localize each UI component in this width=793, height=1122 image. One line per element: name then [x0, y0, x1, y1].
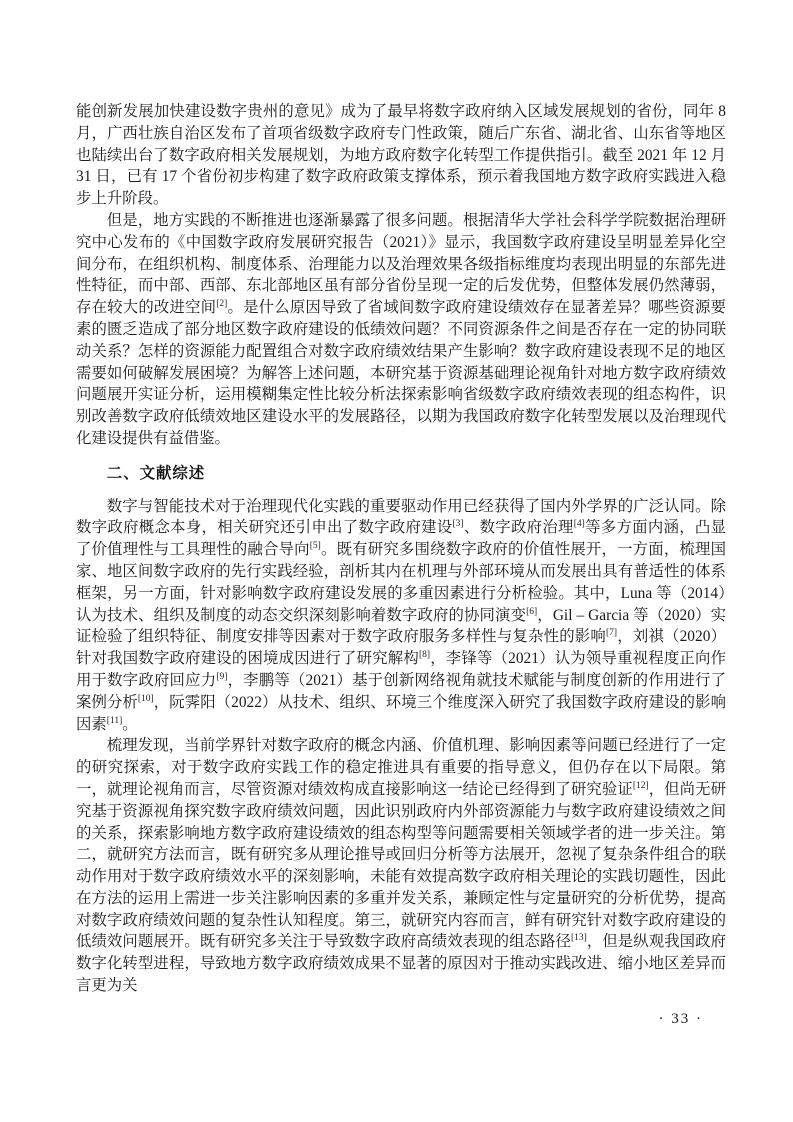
- citation-ref: [10]: [137, 693, 154, 704]
- citation-ref: [8]: [418, 650, 431, 661]
- citation-ref: [4]: [573, 519, 585, 530]
- citation-ref: [5]: [309, 541, 321, 552]
- citation-ref: [6]: [526, 606, 538, 617]
- paragraph: 数字与智能技术对于治理现代化实践的重要驱动作用已经获得了国内外学界的广泛认同。除数字政府概念本身，相关研究还引申出了数字政府建设[3]、数字政府治理[4]等多方面内涵，凸显了价值理性与工具理性的融合导向[5]。既有研究多围绕数字政府的价值性展开，一方面，梳理国家、地区间数字政府的先行实践经验，剖析其内在机理与外部环境从而发展出具有普适性的体系框架，另一方面，针对影响数字政府建设发展的多重因素进行分析检验。其中，Luna 等（2014）认为技术、组织及制度的动态交织深刻影响着数字政府的协同演变[6]，Gil – Garcia 等（2020）实证检验了组织特征、制度安排等因素对于数字政府服务多样性与复杂性的影响[7]，刘祺（2020）针对我国数字政府建设的困境成因进行了研究解构[8]，李锋等（2021）认为领导重视程度正向作用于数字政府回应力[9]，李鹏等（2021）基于创新网络视角就技术赋能与制度创新的作用进行了案例分析[10]，阮霁阳（2022）从技术、组织、环境三个维度深入研究了我国数字政府建设的影响因素[11]。: [76, 497, 726, 733]
- citation-ref: [3]: [452, 519, 464, 530]
- paragraph: 能创新发展加快建设数字贵州的意见》成为了最早将数字政府纳入区域发展规划的省份，同年 8 月，广西壮族自治区发布了首项省级数字政府专门性政策，随后广东省、湖北省、山东省等地区也陆续出台了数字政府相关发展规划，为地方政府数字化转型工作提供指引。截至 2021 年 12 月 31 日，已有 17 个省份初步构建了数字政府政策支撑体系，预示着我国地方数字政府实践进入稳步上升阶段。: [76, 103, 726, 208]
- article-body: [76, 101, 726, 997]
- page-number: · 33 ·: [658, 1011, 703, 1027]
- citation-ref: [12]: [632, 780, 649, 791]
- paragraph: 但是，地方实践的不断推进也逐渐暴露了很多问题。根据清华大学社会科学学院数据治理研究中心发布的《中国数字政府发展研究报告（2021）》显示，我国数字政府建设呈明显差异化空间分布，在组织机构、制度体系、治理能力以及治理效果各级指标维度均表现出明显的东部先进性特征，而中部、西部、东北部地区虽有部分省份呈现一定的后发优势，但整体发展仍然薄弱，存在较大的改进空间[2]。是什么原因导致了省域间数字政府建设绩效存在显著差异？哪些资源要素的匮乏造成了部分地区数字政府建设的低绩效问题？不同资源条件之间是否存在一定的协同联动关系？怎样的资源能力配置组合对数字政府绩效结果产生影响？数字政府建设表现不足的地区需要如何破解发展困境？为解答上述问题，本研究基于资源基础理论视角针对地方数字政府绩效问题展开实证分析，运用模糊集定性比较分析法探索影响省级数字政府绩效表现的组态构件，识别改善数字政府低绩效地区建设水平的发展路径，以期为我国政府数字化转型发展以及治理现代化建设提供有益借鉴。: [76, 211, 726, 447]
- citation-ref: [7]: [605, 628, 618, 639]
- citation-ref: [13]: [570, 933, 587, 944]
- section-heading: 二、文献综述: [106, 464, 206, 482]
- citation-ref: [2]: [216, 299, 228, 310]
- paragraph: 梳理发现，当前学界针对数字政府的概念内涵、价值机理、影响因素等问题已经进行了一定的研究探索，对于数字政府实践工作的稳定推进具有重要的指导意义，但仍存在以下局限。第一，就理论视角而言，尽管资源对绩效构成直接影响这一结论已经得到了研究验证[12]，但尚无研究基于资源视角探究数字政府绩效问题，因此识别政府内外部资源能力与数字政府建设绩效之间的关系，探索影响地方数字政府建设绩效的组态构型等问题需要相关领域学者的进一步关注。第二，就研究方法而言，既有研究多从理论推导或回归分析等方法展开，忽视了复杂条件组合的联动作用对于数字政府绩效水平的深刻影响，未能有效提高数字政府相关理论的实践切题性，因此在方法的运用上需进一步关注影响因素的多重并发关系，兼顾定性与定量研究的分析优势，提高对数字政府绩效问题的复杂性认知程度。第三，就研究内容而言，鲜有研究针对数字政府建设的低绩效问题展开。既有研究多关注于导致数字政府高绩效表现的组态路径[13]，但是纵观我国政府数字化转型进程，导致地方数字政府绩效成果不显著的原因对于推动实践改进、缩小地区差异而言更为关: [76, 737, 726, 995]
- citation-ref: [11]: [106, 715, 123, 726]
- citation-ref: [9]: [216, 671, 228, 682]
